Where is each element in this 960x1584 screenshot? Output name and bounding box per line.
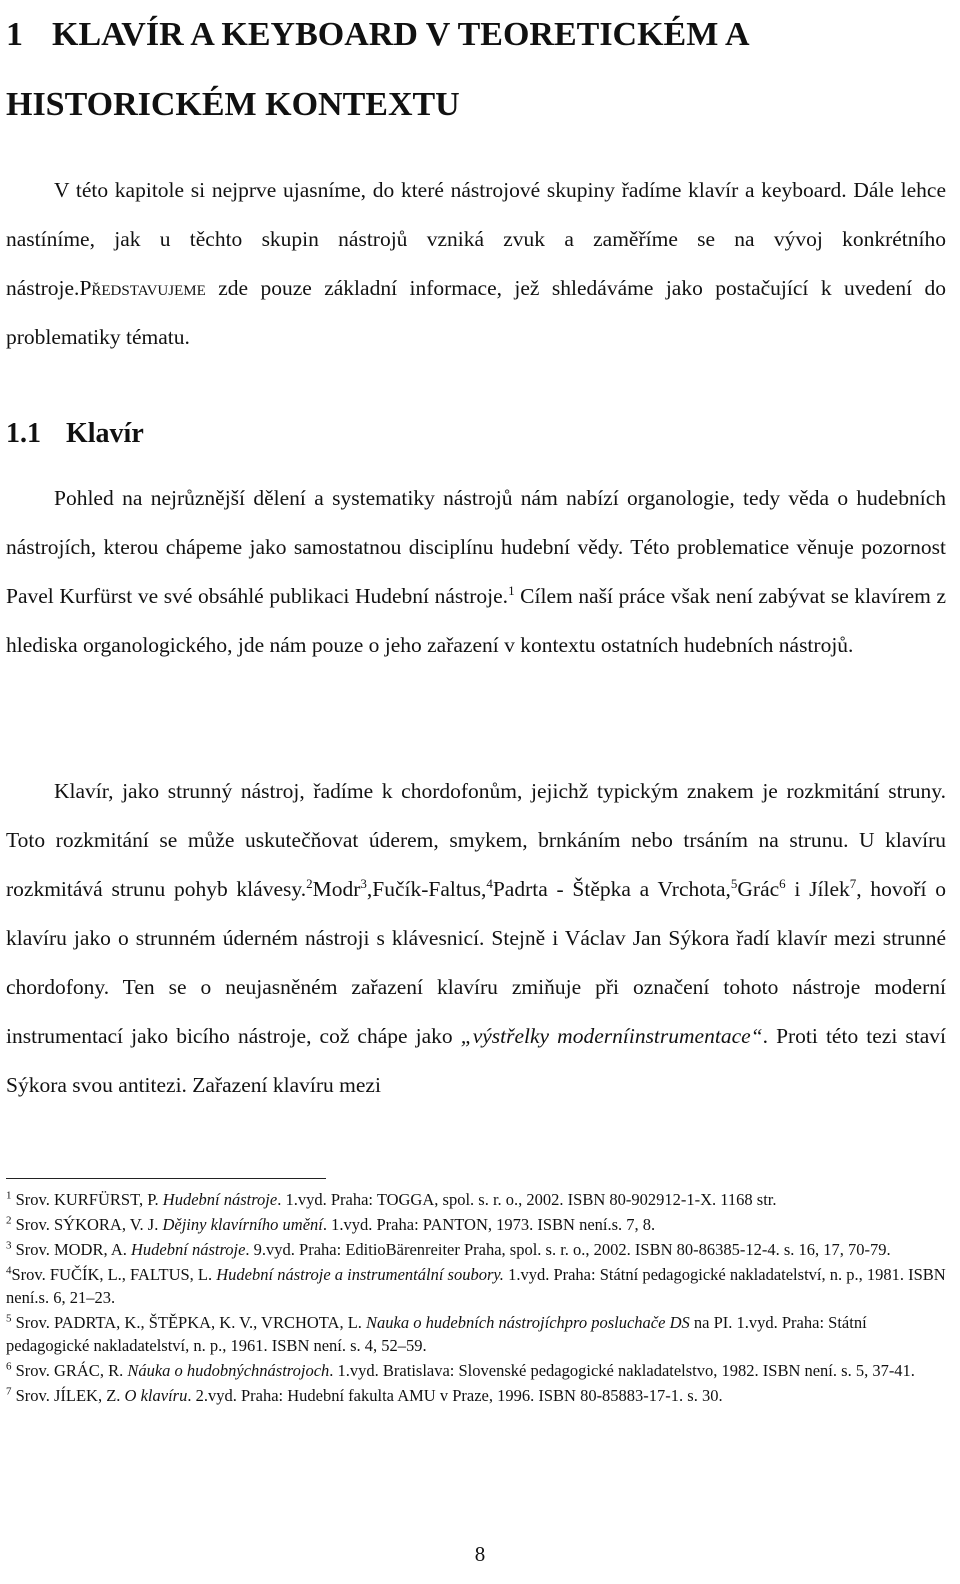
footnote-ref[interactable]: 6 — [779, 875, 786, 891]
footnote-ref[interactable]: 2 — [306, 875, 313, 891]
p2-text-e: Grác — [737, 877, 780, 901]
footnote-number: 6 — [6, 1360, 12, 1373]
footnote-item — [6, 1213, 946, 1236]
footnote-item — [6, 1359, 946, 1382]
footnote-text: . 9.vyd. Praha: EditioBärenreiter Praha, spol. s. r. o., 2002. ISBN 80-86385-12-4. s. 16, 17, 70-79. — [245, 1240, 891, 1259]
footnote-number: 3 — [6, 1239, 12, 1252]
footnote-title: Hudební nástroje — [131, 1240, 246, 1259]
body-paragraph-1 — [6, 474, 946, 670]
p1-text-b: Cílem naší práce však není zabývat se klavírem z hlediska organologického, jde nám pouze o jeho zařazení v kontextu ostatních hudebních nástrojů. — [6, 584, 946, 657]
footnote-text: na PI. 1.vyd. Praha: Státní pedagogické nakladatelství, n. p., 1961. ISBN není. s. 4, 52–59. — [6, 1313, 867, 1355]
p2-italic-quote: „výstřelky moderníinstrumentace“ — [460, 1024, 763, 1048]
footnote-text: . 1.vyd. Praha: PANTON, 1973. ISBN není.s. 7, 8. — [322, 1215, 656, 1234]
p1-text-a: Pohled na nejrůznější dělení a systematiky nástrojů nám nabízí organologie, tedy věda o hudebních nástrojích, kterou chápeme jako samostatnou disciplínu hudební vědy. Této problematice věnuje pozornost Pavel Kurfürst ve své obsáhlé publikaci Hudební nástroje. — [6, 486, 946, 608]
p2-text-c: ,Fučík-Faltus, — [366, 877, 487, 901]
footnote-text: Srov. PADRTA, K., ŠTĚPKA, K. V., VRCHOTA, L. — [11, 1313, 367, 1332]
page-number: 8 — [474, 1542, 486, 1566]
footnote-item — [6, 1311, 946, 1357]
intro-smallcaps: Představujeme — [79, 276, 206, 300]
footnote-number: 7 — [6, 1385, 12, 1398]
footnote-text: Srov. FUČÍK, L., FALTUS, L. — [11, 1265, 217, 1284]
footnote-text: . 1.vyd. Bratislava: Slovenské pedagogické nakladatelstvo, 1982. ISBN není. s. 5, 37-41. — [329, 1361, 915, 1380]
footnote-title: Hudební nástroje a instrumentální soubory. — [216, 1265, 504, 1284]
footnote-text: . 1.vyd. Praha: TOGGA, spol. s. r. o., 2002. ISBN 80-902912-1-X. 1168 str. — [277, 1190, 777, 1209]
intro-paragraph — [6, 166, 946, 362]
footnote-separator — [6, 1178, 326, 1179]
footnote-number: 2 — [6, 1214, 12, 1227]
footnotes — [6, 1188, 946, 1409]
footnote-item — [6, 1263, 946, 1309]
intro-text: V této kapitole si nejprve ujasníme, do které nástrojové skupiny řadíme klavír a keyboard. Dále lehce nastíníme, jak u těchto skupin nástrojů vzniká zvuk a zaměříme se na vývoj konkrétního nástroje. — [6, 178, 946, 300]
footnote-number: 1 — [6, 1189, 12, 1202]
p2-text-d: Padrta - Štěpka a Vrchota, — [492, 877, 731, 901]
section-number: 1.1 — [6, 418, 41, 449]
intro-rest: zde pouze základní informace, jež shledáváme jako postačující k uvedení do problematiky tématu. — [6, 276, 946, 349]
footnote-text: . 2.vyd. Praha: Hudební fakulta AMU v Praze, 1996. ISBN 80-85883-17-1. s. 30. — [187, 1386, 723, 1405]
chapter-title: KLAVÍR A KEYBOARD V TEORETICKÉM A HISTORICKÉM KONTEXTU — [6, 16, 748, 123]
footnote-item — [6, 1188, 946, 1211]
footnote-ref[interactable]: 4 — [486, 875, 493, 891]
footnote-text: Srov. SÝKORA, V. J. — [11, 1215, 163, 1234]
footnote-title: Dějiny klavírního umění — [162, 1215, 323, 1234]
chapter-heading — [6, 0, 946, 140]
footnote-ref[interactable]: 7 — [849, 875, 857, 891]
chapter-number: 1 — [6, 16, 23, 53]
footnote-ref[interactable]: 3 — [360, 875, 367, 891]
footnote-text: Srov. KURFÜRST, P. — [11, 1190, 163, 1209]
p2-text-a: Klavír, jako strunný nástroj, řadíme k chordofonům, jejichž typickým znakem je rozkmitání struny. Toto rozkmitání se může uskutečňovat úderem, smykem, brnkáním nebo trsáním na strunu. U klavíru rozkmitává strunu pohyb klávesy. — [6, 779, 946, 901]
p2-text-b: Modr — [312, 877, 361, 901]
footnote-ref[interactable]: 5 — [730, 875, 738, 891]
footnote-number: 4 — [6, 1264, 12, 1277]
p2-text-f: i Jílek — [785, 877, 850, 901]
p2-text-i: . Proti této tezi staví Sýkora svou antitezi. Zařazení klavíru mezi — [6, 1024, 946, 1097]
footnote-item — [6, 1384, 946, 1407]
section-title: Klavír — [66, 418, 144, 449]
body-paragraph-2 — [6, 767, 946, 1110]
footnote-title: Náuka o hudobnýchnástrojoch — [127, 1361, 330, 1380]
footnote-title: O klavíru — [124, 1386, 188, 1405]
footnote-number: 5 — [6, 1312, 12, 1325]
footnote-text: Srov. MODR, A. — [11, 1240, 131, 1259]
footnote-text: Srov. GRÁC, R. — [11, 1361, 128, 1380]
footnote-title: Nauka o hudebních nástrojíchpro posluchače DS — [366, 1313, 690, 1332]
p2-text-g: , hovoří o klavíru jako o strunném úderném nástroji s klávesnicí. Stejně i Václav Jan Sýkora řadí klavír mezi strunné chordofony. Ten se o neujasněném zařazení klavíru zmiňuje při označení tohoto nástroje moderní instrumentací jako bicího nástroje, což chápe jako — [6, 877, 946, 1048]
section-heading — [6, 418, 144, 450]
footnote-text: Srov. JÍLEK, Z. — [11, 1386, 125, 1405]
footnote-ref[interactable]: 1 — [508, 582, 515, 598]
footnote-title: Hudební nástroje — [162, 1190, 278, 1209]
footnote-text: 1.vyd. Praha: Státní pedagogické nakladatelství, n. p., 1981. ISBN není.s. 6, 21–23. — [6, 1265, 946, 1307]
footnote-item — [6, 1238, 946, 1261]
